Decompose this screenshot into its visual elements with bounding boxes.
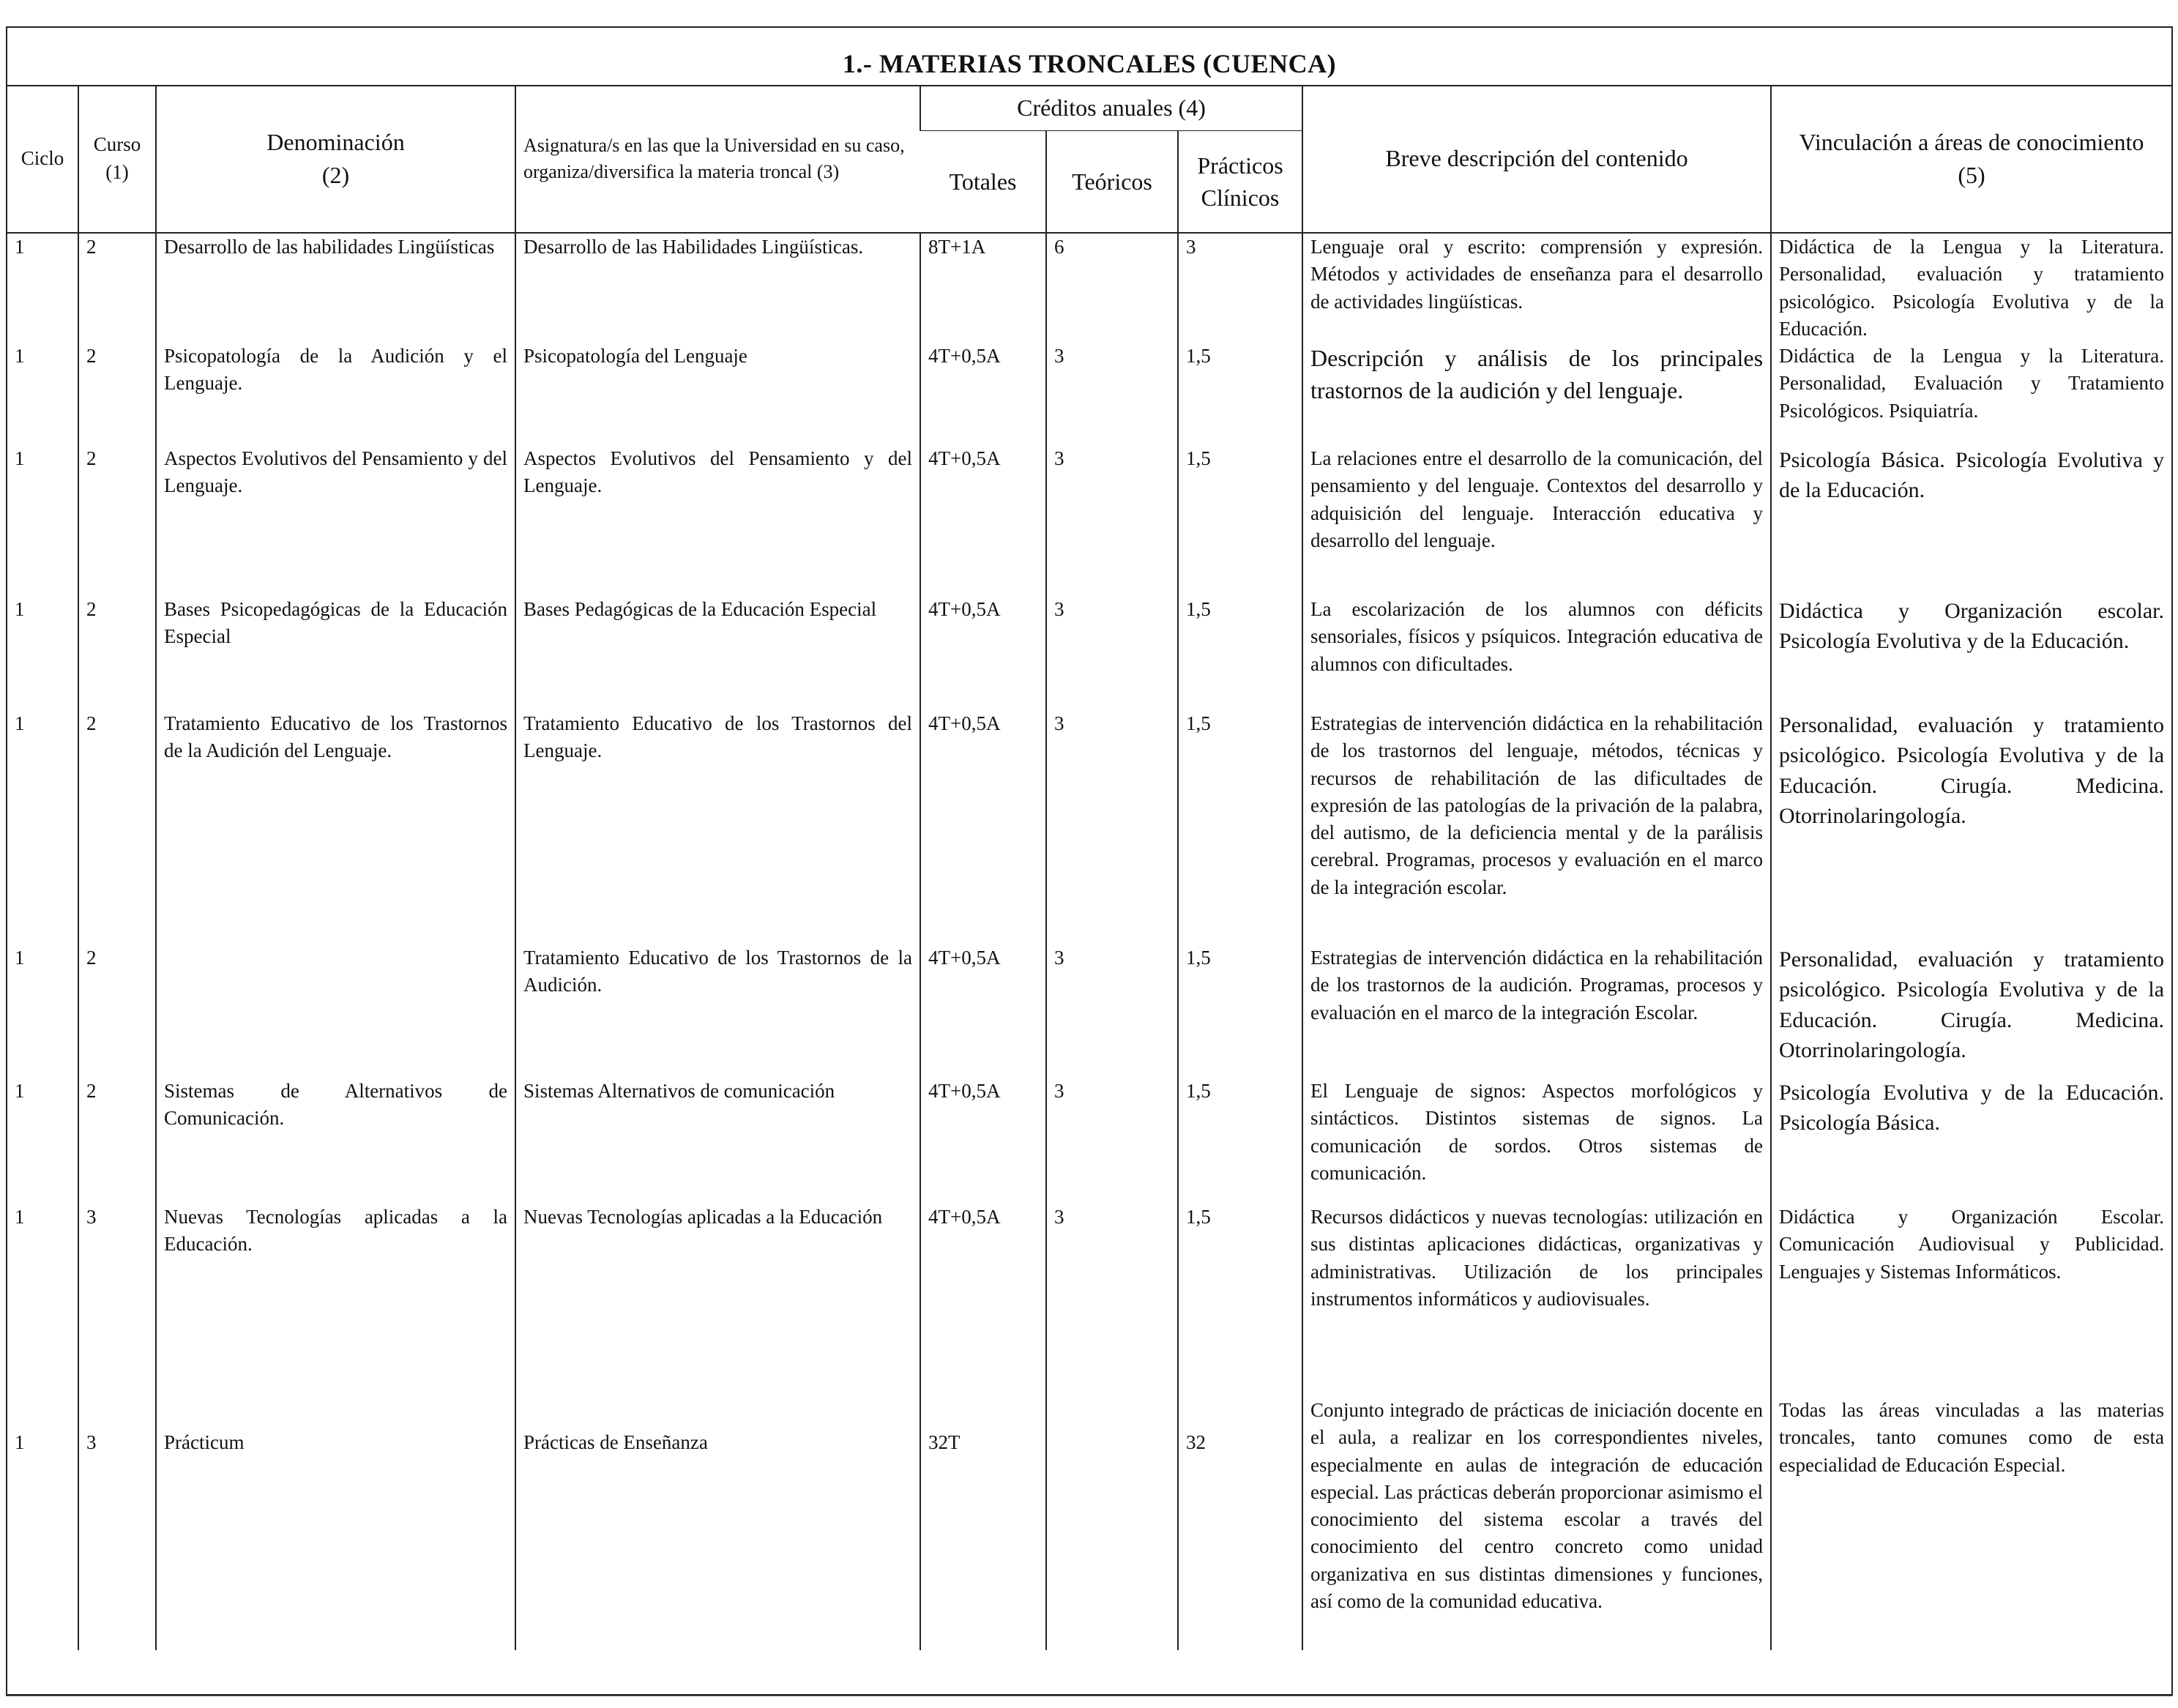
cell-denominacion <box>156 944 515 1078</box>
cell-descripcion: Lenguaje oral y escrito: comprensión y expresión. Métodos y actividades de enseñanza para el desarrollo de actividades lingüísticas. <box>1302 233 1771 343</box>
header-teoricos: Teóricos <box>1046 131 1178 234</box>
cell-descripcion: Descripción y análisis de los principales trastornos de la audición y del lenguaje. <box>1302 343 1771 445</box>
cell-curso: 2 <box>78 343 156 445</box>
cell-curso: 2 <box>78 445 156 596</box>
cell-vinculacion: Personalidad, evaluación y tratamiento psicológico. Psicología Evolutiva y de la Educación. Cirugía. Medicina. Otorrinolaringología. <box>1771 944 2171 1078</box>
cell-asignatura: Sistemas Alternativos de comunicación <box>515 1078 920 1204</box>
header-practicos: Prácticos Clínicos <box>1178 131 1302 234</box>
table-row <box>7 445 2171 596</box>
cell-teoricos: 3 <box>1046 1078 1178 1204</box>
cell-descripcion: El Lenguaje de signos: Aspectos morfológicos y sintácticos. Distintos sistemas de signos. La comunicación de sordos. Otros sistemas de comunicación. <box>1302 1078 1771 1204</box>
cell-asignatura: Psicopatología del Lenguaje <box>515 343 920 445</box>
cell-vinculacion: Didáctica de la Lengua y la Literatura. Personalidad, evaluación y tratamiento psicológico. Psicología Evolutiva y de la Educación. <box>1771 233 2171 343</box>
cell-teoricos <box>1046 1394 1178 1650</box>
cell-teoricos: 3 <box>1046 445 1178 596</box>
cell-denominacion: Psicopatología de la Audición y el Lenguaje. <box>156 343 515 445</box>
cell-totales: 4T+0,5A <box>920 596 1046 710</box>
cell-practicos: 1,5 <box>1178 445 1302 596</box>
cell-asignatura: Nuevas Tecnologías aplicadas a la Educación <box>515 1204 920 1394</box>
cell-denominacion: Bases Psicopedagógicas de la Educación Especial <box>156 596 515 710</box>
cell-ciclo: 1 <box>15 345 25 367</box>
cell-practicos: 1,5 <box>1178 343 1302 445</box>
cell-curso: 2 <box>78 1078 156 1204</box>
cell-asignatura: Desarrollo de las Habilidades Lingüísticas. <box>515 233 920 343</box>
cell-ciclo: 1 <box>15 1206 25 1228</box>
table-row <box>7 1394 2171 1650</box>
cell-totales: 8T+1A <box>920 233 1046 343</box>
cell-totales: 4T+0,5A <box>920 1204 1046 1394</box>
cell-denominacion: Aspectos Evolutivos del Pensamiento y del Lenguaje. <box>156 445 515 596</box>
cell-practicos: 3 <box>1178 233 1302 343</box>
cell-curso: 3 <box>78 1204 156 1394</box>
cell-teoricos: 3 <box>1046 710 1178 944</box>
cell-descripcion: Conjunto integrado de prácticas de iniciación docente en el aula, a realizar en los correspondientes niveles, especialmente en aulas de integración de educación especial. Las prácticas deberán proporcionar asimismo el conocimiento del sistema escolar a través del conocimiento del centro concreto como unidad organizativa en sus distintas dimensiones y funciones, así como de la comunidad educativa. <box>1302 1394 1771 1650</box>
cell-totales: 4T+0,5A <box>920 944 1046 1078</box>
table-row <box>7 944 2171 1078</box>
cell-totales: 4T+0,5A <box>920 445 1046 596</box>
cell-totales: 32T <box>920 1394 1046 1650</box>
cell-descripcion: La escolarización de los alumnos con déficits sensoriales, físicos y psíquicos. Integración educativa de alumnos con dificultades. <box>1302 596 1771 710</box>
cell-practicos: 32 <box>1178 1394 1302 1650</box>
cell-vinculacion: Didáctica de la Lengua y la Literatura. Personalidad, Evaluación y Tratamiento Psicológicos. Psiquiatría. <box>1771 343 2171 445</box>
cell-totales: 4T+0,5A <box>920 710 1046 944</box>
cell-asignatura: Aspectos Evolutivos del Pensamiento y del Lenguaje. <box>515 445 920 596</box>
cell-denominacion: Prácticum <box>156 1394 515 1650</box>
cell-asignatura: Tratamiento Educativo de los Trastornos de la Audición. <box>515 944 920 1078</box>
cell-denominacion: Desarrollo de las habilidades Lingüísticas <box>156 233 515 343</box>
cell-denominacion: Sistemas de Alternativos de Comunicación. <box>156 1078 515 1204</box>
cell-teoricos: 3 <box>1046 944 1178 1078</box>
cell-curso: 2 <box>78 710 156 944</box>
table-row <box>7 1204 2171 1394</box>
materias-table <box>7 85 2171 1650</box>
header-descripcion: Breve descripción del contenido <box>1302 85 1771 233</box>
cell-practicos: 1,5 <box>1178 1204 1302 1394</box>
cell-totales: 4T+0,5A <box>920 1078 1046 1204</box>
cell-teoricos: 3 <box>1046 343 1178 445</box>
table-row <box>7 233 2171 343</box>
header-totales: Totales <box>920 131 1046 234</box>
cell-teoricos: 3 <box>1046 596 1178 710</box>
table-row <box>7 710 2171 944</box>
cell-denominacion: Nuevas Tecnologías aplicadas a la Educación. <box>156 1204 515 1394</box>
title-bar <box>7 28 2171 86</box>
header-asignatura: Asignatura/s en las que la Universidad en su caso, organiza/diversifica la materia troncal (3) <box>515 85 920 233</box>
header-curso: Curso (1) <box>78 85 156 233</box>
cell-practicos: 1,5 <box>1178 1078 1302 1204</box>
cell-descripcion: Estrategias de intervención didáctica en la rehabilitación de los trastornos del lenguaje, métodos, técnicas y recursos de rehabilitación de las dificultades de expresión de las patologías de la privación de la palabra, del autismo, de la deficiencia mental y de la parálisis cerebral. Programas, procesos y evaluación en el marco de la integración escolar. <box>1302 710 1771 944</box>
cell-ciclo: 1 <box>15 236 25 258</box>
table-row <box>7 1078 2171 1204</box>
cell-teoricos: 6 <box>1046 233 1178 343</box>
cell-curso: 2 <box>78 596 156 710</box>
cell-ciclo: 1 <box>15 598 25 620</box>
cell-ciclo: 1 <box>15 1080 25 1102</box>
table-row <box>7 596 2171 710</box>
cell-totales: 4T+0,5A <box>920 343 1046 445</box>
cell-practicos: 1,5 <box>1178 710 1302 944</box>
cell-vinculacion: Didáctica y Organización escolar. Psicología Evolutiva y de la Educación. <box>1771 596 2171 710</box>
cell-asignatura: Prácticas de Enseñanza <box>515 1394 920 1650</box>
cell-curso: 2 <box>78 233 156 343</box>
cell-vinculacion: Psicología Básica. Psicología Evolutiva y de la Educación. <box>1771 445 2171 596</box>
cell-curso: 3 <box>78 1394 156 1650</box>
header-ciclo: Ciclo <box>7 85 78 233</box>
header-denominacion: Denominación (2) <box>156 85 515 233</box>
cell-vinculacion: Personalidad, evaluación y tratamiento psicológico. Psicología Evolutiva y de la Educación. Cirugía. Medicina. Otorrinolaringología. <box>1771 710 2171 944</box>
cell-denominacion: Tratamiento Educativo de los Trastornos de la Audición del Lenguaje. <box>156 710 515 944</box>
cell-ciclo: 1 <box>15 947 25 969</box>
cell-ciclo: 1 <box>15 447 25 469</box>
page-title: 1.- MATERIAS TRONCALES (CUENCA) <box>842 49 1337 78</box>
cell-practicos: 1,5 <box>1178 596 1302 710</box>
cell-descripcion: La relaciones entre el desarrollo de la comunicación, del pensamiento y del lenguaje. Contextos del desarrollo y adquisición del lenguaje. Interacción educativa y desarrollo del lenguaje. <box>1302 445 1771 596</box>
cell-teoricos: 3 <box>1046 1204 1178 1394</box>
cell-vinculacion: Todas las áreas vinculadas a las materias troncales, tanto comunes como de esta especialidad de Educación Especial. <box>1771 1394 2171 1650</box>
cell-practicos: 1,5 <box>1178 944 1302 1078</box>
table-row <box>7 343 2171 445</box>
header-vinculacion: Vinculación a áreas de conocimiento (5) <box>1771 85 2171 233</box>
cell-curso: 2 <box>78 944 156 1078</box>
cell-vinculacion: Didáctica y Organización Escolar. Comunicación Audiovisual y Publicidad. Lenguajes y Sistemas Informáticos. <box>1771 1204 2171 1394</box>
cell-asignatura: Tratamiento Educativo de los Trastornos del Lenguaje. <box>515 710 920 944</box>
cell-ciclo: 1 <box>15 712 25 734</box>
cell-vinculacion: Psicología Evolutiva y de la Educación. Psicología Básica. <box>1771 1078 2171 1204</box>
cell-descripcion: Estrategias de intervención didáctica en la rehabilitación de los trastornos de la audición. Programas, procesos y evaluación en el marco de la integración Escolar. <box>1302 944 1771 1078</box>
document-sheet <box>6 26 2173 1696</box>
cell-descripcion: Recursos didácticos y nuevas tecnologías: utilización en sus distintas aplicaciones didácticas, organizativas y administrativas. Utilización de los principales instrumentos informáticos y audiovisuales. <box>1302 1204 1771 1394</box>
header-creditos: Créditos anuales (4) <box>920 85 1302 131</box>
cell-ciclo: 1 <box>15 1431 25 1453</box>
cell-asignatura: Bases Pedagógicas de la Educación Especial <box>515 596 920 710</box>
